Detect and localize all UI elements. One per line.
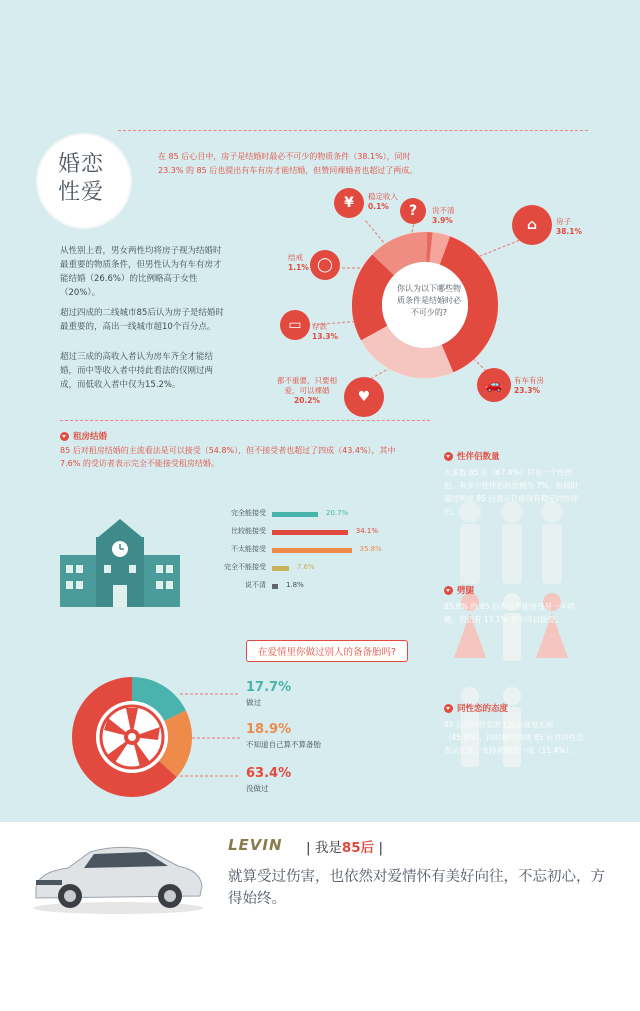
bar-value: 34.1% [355,527,379,535]
gay-text: 85 后对同性恋的主流态度是无视（45.9%），同时超过四成 85 后对同性恋表示厌恶，支持者刚过一成（11.4%）。 [444,720,584,755]
spare-unsure-desc: 不知道自己算不算备胎 [246,740,321,749]
partners-text: 大多数 85 后（67.4%）只有一个性伴侣，有多个性伴侣的比例为 7%，但同时超过两成 85 后表示目前没有稳定的性伴侣。 [444,468,579,516]
yen-icon: ¥ [334,188,364,218]
label-love: 都不重要，只要相爱，可以裸婚 20.2% [277,376,337,405]
school-icon [60,515,180,607]
bar-label: 不太能接受 [231,545,266,553]
page-title [58,151,104,207]
label-savings: 存款 13.3% [312,322,339,341]
chevron-down-icon [60,432,69,441]
chevron-down-icon [444,452,453,461]
bar-value: 7.6% [296,563,315,571]
tire-segment-1 [168,716,180,769]
leg-heading: 劈腿 [444,584,474,596]
title-line-1: 婚恋 [58,152,105,177]
chevron-down-icon [444,586,453,595]
label-car: 有车有房 23.3% [514,376,544,395]
spare-yes-pct: 17.7% [246,680,292,695]
car-image [28,836,208,916]
spare-yes-desc: 做过 [246,698,261,707]
intro-text: 在 85 后心目中，房子是结婚时最必不可少的物质条件（38.1%），同时 23.3% 的 85 后也提出有车有房才能结婚，但赞同裸婚者也超过了两成。 [158,152,418,175]
label-unsure: 说不清 3.9% [432,206,455,225]
donut-segment-6 [367,265,383,333]
question-icon: ? [400,198,426,224]
bar-label: 比较能接受 [231,527,266,535]
bar-value: 1.8% [286,581,304,589]
rent-heading: 租房结婚 [60,430,107,442]
brand-logo: LEVIN [228,836,283,854]
bar-label: 完全能接受 [231,509,266,517]
donut-center-question: 你认为以下哪些物质条件是结婚时必不可少的? [397,284,461,317]
section-divider [60,420,430,421]
house-icon: ⌂ [512,205,552,245]
bar-label: 说不清 [245,581,266,589]
title-line-2: 性爱 [58,180,105,205]
donut-segment-1 [431,247,445,250]
partners-heading: 性伴侣数量 [444,450,500,462]
rent-text: 85 后对租房结婚的主流看法是可以接受（54.8%），但不接受者也超过了四成（43.4%），其中 7.6% 的受访者表示完全不能接受租房结婚。 [60,446,396,468]
bar [272,548,352,553]
chevron-down-icon [444,704,453,713]
spare-no-desc: 没做过 [246,784,269,793]
spare-no-pct: 63.4% [246,766,292,781]
gender-paragraph: 从性别上看，男女两性均将房子视为结婚时最重要的物质条件，但男性认为有车有房才能结婚（26.6%）的比例略高于女性（20%）。 [60,246,222,298]
header-divider [118,130,588,131]
bar [272,566,289,571]
label-house: 房子 38.1% [556,217,583,236]
city-paragraph: 超过四成的二线城市85后认为房子是结婚时最重要的，高出一线城市超10个百分点。 [60,308,224,332]
bar-value: 35.8% [359,545,382,553]
spare-unsure-pct: 18.9% [246,722,292,737]
bar [272,584,278,589]
donut-segment-4 [383,247,427,265]
heart-icon: ♥ [344,377,384,417]
leg-text: 85.8% 的 85 后表示不能接受另一半劈腿，但仍有 13.1% 表示可以接受。 [444,602,575,624]
footer-tag: | 我是85后 | [306,840,383,856]
spare-question-box: 在爱情里你做过别人的备备胎吗? [246,640,408,662]
bar-label: 完全不能接受 [224,563,266,571]
label-income: 稳定收入 0.1% [368,192,398,211]
bar-value: 20.7% [326,509,349,517]
bar [272,530,348,535]
ring-icon: ◯ [310,250,340,280]
footer-slogan: 就算受过伤害，也依然对爱情怀有美好向往，不忘初心，方得始终。 [228,869,605,907]
label-ring: 结戒 1.1% [288,253,309,272]
card-icon: ▭ [280,310,310,340]
income-paragraph: 超过三成的高收入者认为房车齐全才能结婚，而中等收入者中持此看法的仅刚过两成，而低收入者中仅为15.2%。 [60,352,214,390]
gay-heading: 同性恋的态度 [444,702,508,714]
car-icon: 🚗 [477,368,511,402]
bar [272,512,318,517]
